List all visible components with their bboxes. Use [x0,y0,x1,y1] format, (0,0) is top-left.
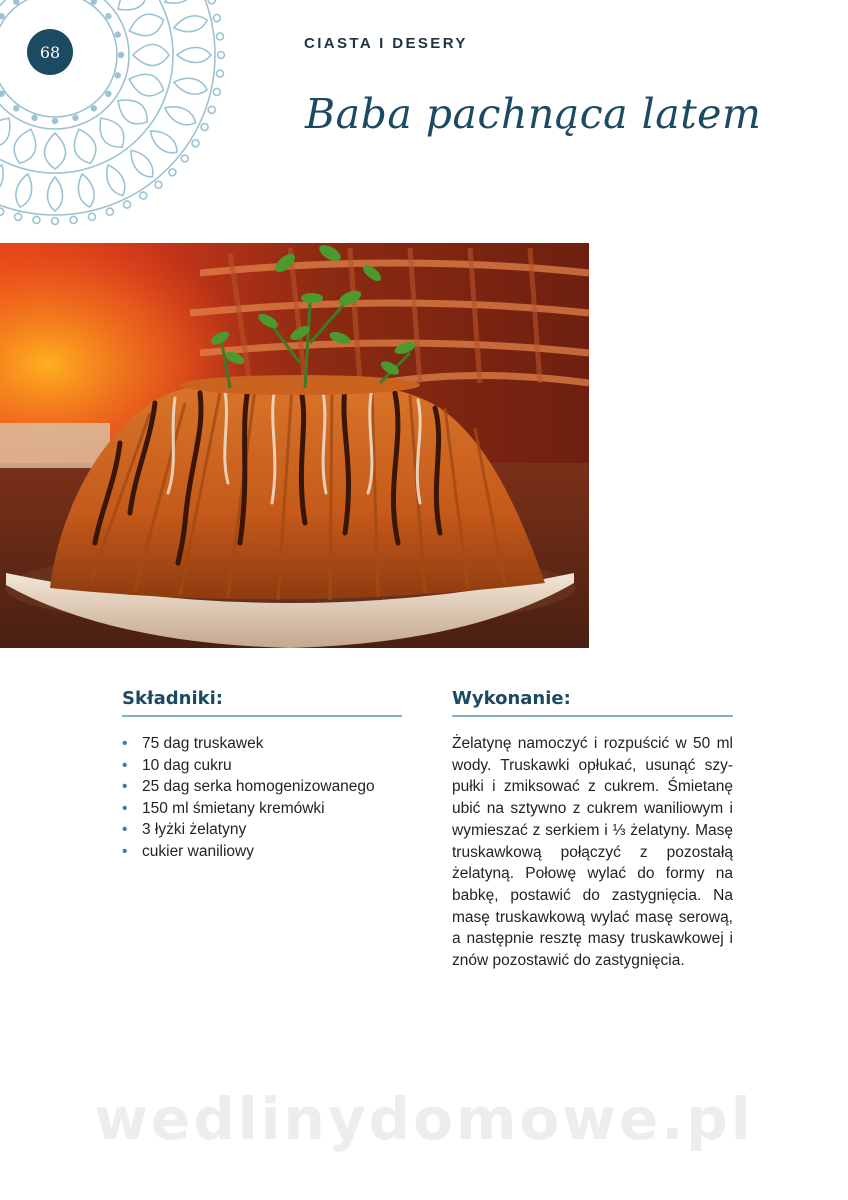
ingredient-item: • 3 łyżki żelatyny [122,819,412,841]
ingredients-heading: Składniki: [122,688,223,709]
recipe-title: Baba pachnąca latem [305,90,762,138]
cake-photo [0,243,589,648]
bullet-icon: • [122,799,128,817]
bullet-icon: • [122,756,128,774]
ingredients-divider [122,715,402,717]
ingredient-item: • 75 dag truskawek [122,733,412,755]
ingredient-item: • 25 dag serka homogenizowanego [122,776,412,798]
watermark: wedlinydomowe.pl [94,1085,754,1153]
bullet-icon: • [122,842,128,860]
method-heading: Wykonanie: [452,688,571,709]
ingredient-item: • cukier waniliowy [122,841,412,863]
ingredient-item: • 10 dag cukru [122,755,412,777]
method-text: Żelatynę namoczyć i rozpuścić w 50 ml wody. Truskawki opłukać, usunąć szypułki i zmiksować z cukrem. Śmietanę ubić na sztywno z cukrem waniliowym i wymieszać z serkiem i ⅓ żelatyny. Masę truskawkową połączyć z pozostałą żelatyną. Połowę wylać do formy na babkę, postawić do zastygnięcia. Na masę truskawkową wylać masę serową, a następnie resztę masy truskawkowej i znów pozostawić do zastygnięcia. [452,735,733,970]
method-divider [452,715,733,717]
bullet-icon: • [122,821,128,839]
ingredients-list [122,733,412,863]
bullet-icon: • [122,735,128,752]
section-title: CIASTA I DESERY [304,35,468,52]
ingredient-item: • 150 ml śmietany kremówki [122,798,412,820]
bullet-icon: • [122,778,128,796]
page-number-badge [27,29,73,75]
page-number: 68 [39,42,61,62]
